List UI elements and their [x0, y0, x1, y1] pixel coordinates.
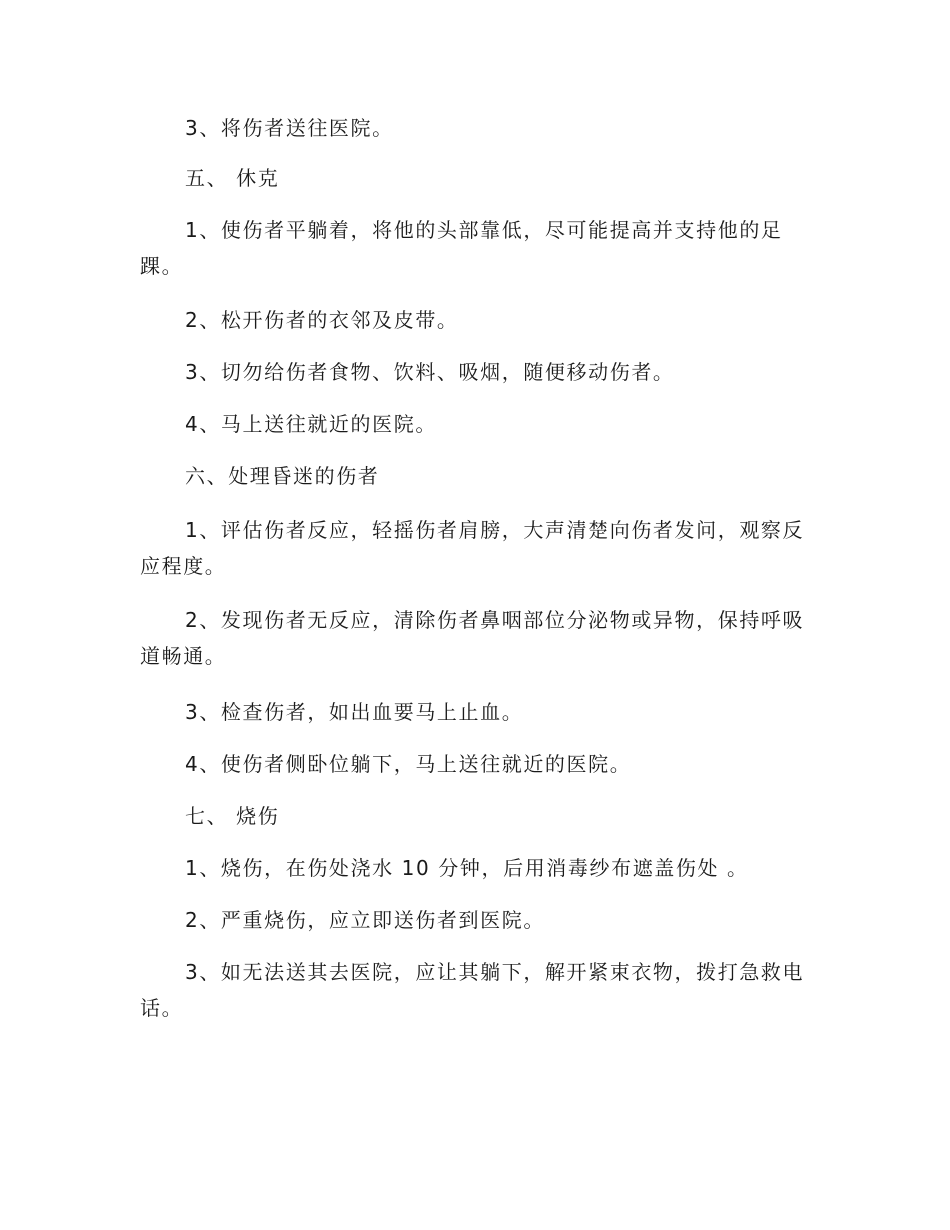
paragraph-burns-step-2: 2、严重烧伤，应立即送伤者到医院。	[185, 908, 545, 932]
paragraph-unconscious-step-1: 1、评估伤者反应，轻摇伤者肩膀，大声清楚向伤者发问，观察反应程度。	[140, 518, 805, 578]
section-heading-shock: 五、 休克	[185, 166, 280, 190]
paragraph-unconscious-step-4: 4、使伤者侧卧位躺下，马上送往就近的医院。	[185, 752, 632, 776]
paragraph-step-3-hospital: 3、将伤者送往医院。	[185, 116, 394, 140]
paragraph-shock-step-1: 1、使伤者平躺着，将他的头部靠低，尽可能提高并支持他的足踝。	[140, 218, 783, 278]
paragraph-shock-step-4: 4、马上送往就近的医院。	[185, 412, 437, 436]
paragraph-burns-step-1: 1、烧伤，在伤处浇水 10 分钟，后用消毒纱布遮盖伤处 。	[185, 856, 749, 880]
paragraph-shock-step-2: 2、松开伤者的衣邻及皮带。	[185, 308, 459, 332]
paragraph-unconscious-step-2: 2、发现伤者无反应，清除伤者鼻咽部位分泌物或异物，保持呼吸道畅通。	[140, 608, 805, 668]
paragraph-shock-step-3: 3、切勿给伤者食物、饮料、吸烟，随便移动伤者。	[185, 360, 675, 384]
section-heading-burns: 七、 烧伤	[185, 804, 280, 828]
paragraph-unconscious-step-3: 3、检查伤者，如出血要马上止血。	[185, 700, 524, 724]
section-heading-unconscious: 六、处理昏迷的伤者	[185, 464, 380, 488]
paragraph-burns-step-3: 3、如无法送其去医院，应让其躺下，解开紧束衣物，拨打急救电话。	[140, 960, 805, 1020]
